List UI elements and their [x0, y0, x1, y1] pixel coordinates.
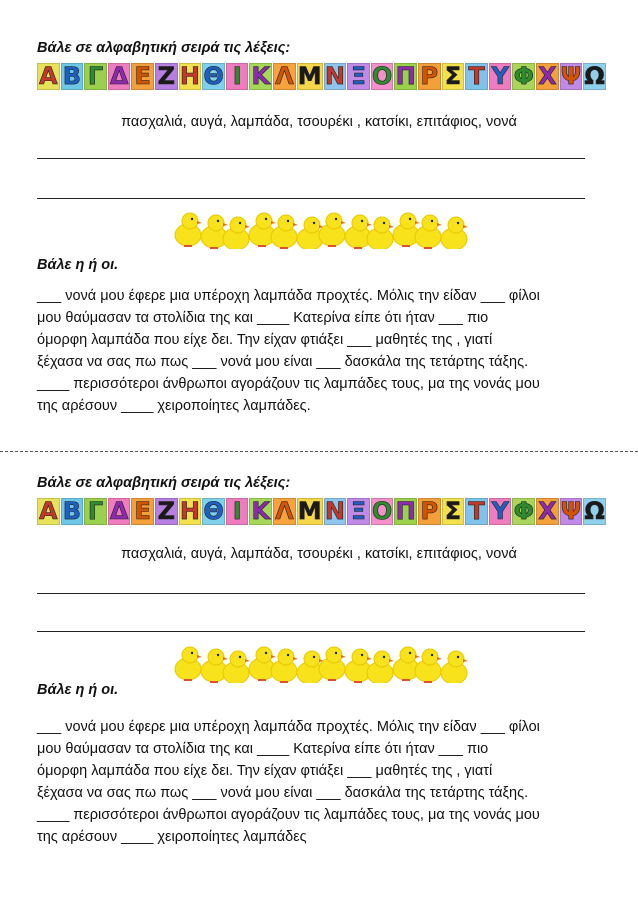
- alphabet-letter-tile: Ζ: [155, 498, 178, 525]
- alphabet-letter-tile: Α: [37, 498, 60, 525]
- chicks-illustration: [170, 637, 470, 683]
- alphabet-letter-tile: Λ: [273, 63, 296, 90]
- word-list: πασχαλιά, αυγά, λαμπάδα, τσουρέκι , κατσίκι, επιτάφιος, νονά: [121, 546, 517, 562]
- chick-icon: [175, 647, 202, 681]
- alphabet-letter-tile: Ο: [371, 497, 393, 525]
- alphabet-letter-tile: Π: [395, 62, 416, 90]
- alphabet-letter-tile: Τ: [465, 63, 488, 90]
- chick-icon: [319, 213, 346, 247]
- chick-icon: [441, 651, 468, 683]
- answer-line-1: [37, 593, 585, 594]
- alphabet-letter-tile: Σ: [442, 498, 465, 525]
- chick-icon: [271, 649, 298, 683]
- paragraph-line: όμορφη λαμπάδα που είχε δει. Την είχαν φτιάξει ___ μαθητές της , γιατί: [37, 763, 493, 779]
- alphabet-letter-tile: Κ: [251, 62, 271, 90]
- alphabet-letter-tile: Ξ: [347, 498, 370, 525]
- alphabet-letter-tile: Υ: [489, 63, 512, 90]
- paragraph-line: μου θαύμασαν τα στολίδια της και ____ Κατερίνα είπε ότι ήταν ___ πιο: [37, 741, 489, 757]
- paragraph-line: της αρέσουν ____ χειροποίητες λαμπάδες: [37, 829, 307, 845]
- alphabetical-order-instruction: Βάλε σε αλφαβητική σειρά τις λέξεις:: [37, 475, 291, 491]
- alphabet-letter-tile: Π: [395, 497, 416, 525]
- alphabet-letter-tile: Ρ: [418, 63, 441, 90]
- alphabet-letter-tile: Δ: [108, 63, 131, 90]
- alphabet-letter-tile: Η: [179, 497, 200, 525]
- alphabet-letter-tile: Β: [61, 63, 84, 90]
- alphabet-letter-tile: Ν: [324, 62, 345, 90]
- alphabet-letter-tile: Τ: [465, 498, 488, 525]
- alphabet-letter-tile: Ζ: [155, 63, 178, 90]
- alphabet-letter-tile: Ρ: [418, 498, 441, 525]
- alphabet-letter-tile: Ι: [226, 63, 249, 90]
- chick-icon: [175, 213, 202, 247]
- alphabet-letter-tile: Μ: [297, 62, 322, 90]
- paragraph-line: μου θαύμασαν τα στολίδια της και ____ Κατερίνα είπε ότι ήταν ___ πιο: [37, 310, 489, 326]
- paragraph-line: ____ περισσότεροι άνθρωποι αγοράζουν τις λαμπάδες τους, μα της νονάς μου: [37, 376, 540, 392]
- chick-icon: [415, 649, 442, 683]
- chick-icon: [271, 215, 298, 249]
- alphabet-letter-tile: Ψ: [560, 62, 582, 90]
- alphabet-letter-tile: Ο: [371, 62, 393, 90]
- alphabet-letter-tile: Ν: [324, 497, 345, 525]
- alphabet-letter-tile: Ξ: [347, 63, 370, 90]
- alphabet-letter-tile: Θ: [203, 497, 224, 525]
- chick-icon: [441, 217, 468, 249]
- answer-line-2: [37, 631, 585, 632]
- chick-icon: [415, 215, 442, 249]
- alphabet-letter-tile: Α: [37, 63, 60, 90]
- fill-article-instruction: Βάλε η ή οι.: [37, 682, 119, 698]
- alphabet-letter-tile: Κ: [251, 497, 271, 525]
- chick-icon: [319, 647, 346, 681]
- alphabet-letter-tile: Θ: [203, 62, 224, 90]
- alphabet-letter-tile: Ψ: [560, 497, 582, 525]
- fill-in-paragraph: [37, 285, 605, 417]
- paragraph-line: ____ περισσότεροι άνθρωποι αγοράζουν τις λαμπάδες τους, μα της νονάς μου: [37, 807, 540, 823]
- alphabet-letter-tile: Υ: [489, 498, 512, 525]
- greek-alphabet-banner: [37, 63, 607, 92]
- alphabet-letter-tile: Φ: [513, 62, 534, 90]
- alphabet-letter-tile: Β: [61, 498, 84, 525]
- answer-line-2: [37, 198, 585, 199]
- fill-article-instruction: Βάλε η ή οι.: [37, 257, 119, 273]
- paragraph-line: ξέχασα να σας πω πως ___ νονά μου είναι ___ δασκάλα της τετάρτης τάξης.: [37, 785, 529, 801]
- alphabetical-order-instruction: Βάλε σε αλφαβητική σειρά τις λέξεις:: [37, 40, 291, 56]
- word-list: πασχαλιά, αυγά, λαμπάδα, τσουρέκι , κατσίκι, επιτάφιος, νονά: [121, 114, 517, 130]
- answer-line-1: [37, 158, 585, 159]
- paragraph-line: όμορφη λαμπάδα που είχε δει. Την είχαν φτιάξει ___ μαθητές της , γιατί: [37, 332, 493, 348]
- alphabet-letter-tile: Σ: [442, 63, 465, 90]
- paragraph-line: ___ νονά μου έφερε μια υπέροχη λαμπάδα προχτές. Μόλις την είδαν ___ φίλοι: [37, 288, 540, 304]
- dashed-cut-line: [0, 451, 638, 452]
- chick-icon: [223, 651, 250, 683]
- alphabet-letter-tile: Ε: [131, 63, 154, 90]
- alphabet-letter-tile: Η: [179, 62, 200, 90]
- alphabet-letter-tile: Ω: [584, 497, 605, 525]
- alphabet-letter-tile: Χ: [536, 63, 559, 90]
- chick-icon: [367, 651, 394, 683]
- paragraph-line: ___ νονά μου έφερε μια υπέροχη λαμπάδα προχτές. Μόλις την είδαν ___ φίλοι: [37, 719, 540, 735]
- greek-alphabet-banner: [37, 498, 607, 527]
- alphabet-letter-tile: Λ: [273, 498, 296, 525]
- chick-icon: [367, 217, 394, 249]
- alphabet-letter-tile: Ε: [131, 498, 154, 525]
- alphabet-letter-tile: Χ: [536, 498, 559, 525]
- chick-icon: [223, 217, 250, 249]
- paragraph-line: ξέχασα να σας πω πως ___ νονά μου είναι ___ δασκάλα της τετάρτης τάξης.: [37, 354, 529, 370]
- alphabet-letter-tile: Ω: [584, 62, 605, 90]
- alphabet-letter-tile: Γ: [84, 498, 107, 525]
- alphabet-letter-tile: Φ: [513, 497, 534, 525]
- alphabet-letter-tile: Δ: [108, 498, 131, 525]
- fill-in-paragraph: [37, 716, 605, 848]
- alphabet-letter-tile: Γ: [84, 63, 107, 90]
- alphabet-letter-tile: Ι: [226, 498, 249, 525]
- chicks-illustration: [170, 203, 470, 249]
- paragraph-line: της αρέσουν ____ χειροποίητες λαμπάδες.: [37, 398, 311, 414]
- alphabet-letter-tile: Μ: [297, 497, 322, 525]
